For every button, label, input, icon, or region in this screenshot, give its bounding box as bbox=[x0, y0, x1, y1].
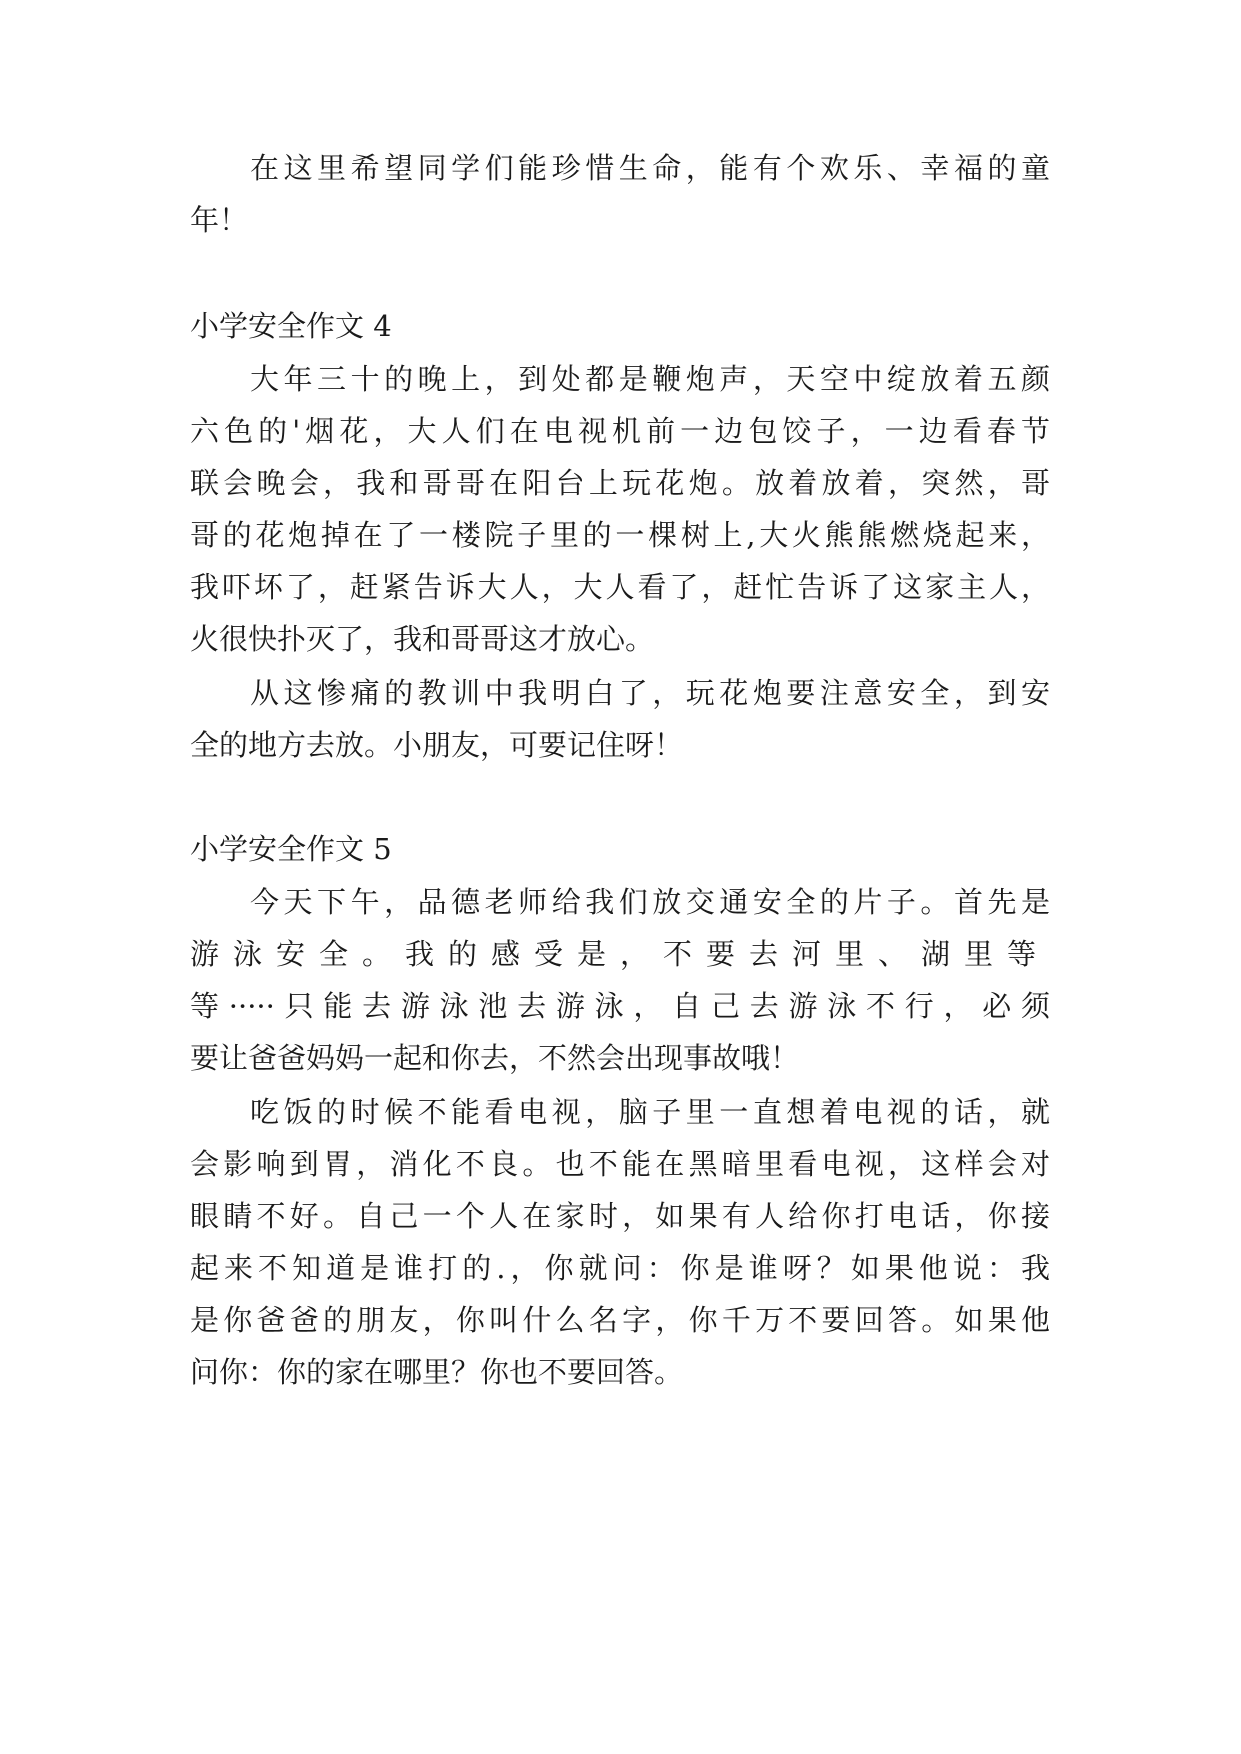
essay-5-p1-line-3: 等·····只能去游泳池去游泳，自己去游泳不行，必须 bbox=[190, 989, 1050, 1023]
intro-line-1: 在这里希望同学们能珍惜生命，能有个欢乐、幸福的童 bbox=[250, 151, 1050, 185]
essay-4-p2-line-1: 从这惨痛的教训中我明白了，玩花炮要注意安全，到安 bbox=[250, 676, 1050, 710]
essay-4-title: 小学安全作文 4 bbox=[190, 309, 392, 343]
essay-4-p1-line-2: 六色的'烟花，大人们在电视机前一边包饺子，一边看春节 bbox=[190, 414, 1050, 448]
essay-4-p1-line-1: 大年三十的晚上，到处都是鞭炮声，天空中绽放着五颜 bbox=[250, 362, 1050, 396]
essay-5-p1-line-2: 游泳安全。我的感受是，不要去河里、湖里等 bbox=[190, 937, 1051, 971]
essay-5-p2-line-1: 吃饭的时候不能看电视，脑子里一直想着电视的话，就 bbox=[250, 1095, 1050, 1129]
essay-4-p1-line-3: 联会晚会，我和哥哥在阳台上玩花炮。放着放着，突然，哥 bbox=[190, 466, 1050, 500]
essay-4-p1-line-5: 我吓坏了，赶紧告诉大人，大人看了，赶忙告诉了这家主人， bbox=[190, 570, 1050, 604]
essay-5-p2-line-4: 起来不知道是谁打的.，你就问：你是谁呀？如果他说：我 bbox=[190, 1251, 1050, 1285]
essay-4-p2-line-2: 全的地方去放。小朋友，可要记住呀！ bbox=[190, 728, 684, 762]
essay-4-p1-line-4: 哥的花炮掉在了一楼院子里的一棵树上,大火熊熊燃烧起来， bbox=[190, 518, 1050, 552]
essay-5-p1-line-1: 今天下午，品德老师给我们放交通安全的片子。首先是 bbox=[250, 885, 1050, 919]
essay-5-title: 小学安全作文 5 bbox=[190, 832, 392, 866]
essay-4-p1-line-6: 火很快扑灭了，我和哥哥这才放心。 bbox=[190, 622, 655, 656]
intro-line-2: 年！ bbox=[190, 203, 249, 237]
essay-5-p2-line-2: 会影响到胃，消化不良。也不能在黑暗里看电视，这样会对 bbox=[190, 1147, 1050, 1181]
essay-5-p2-line-3: 眼睛不好。自己一个人在家时，如果有人给你打电话，你接 bbox=[190, 1199, 1050, 1233]
essay-5-p2-line-5: 是你爸爸的朋友，你叫什么名字，你千万不要回答。如果他 bbox=[190, 1303, 1050, 1337]
essay-5-p1-line-4: 要让爸爸妈妈一起和你去，不然会出现事故哦！ bbox=[190, 1041, 800, 1075]
essay-5-p2-line-6: 问你：你的家在哪里？你也不要回答。 bbox=[190, 1355, 684, 1389]
